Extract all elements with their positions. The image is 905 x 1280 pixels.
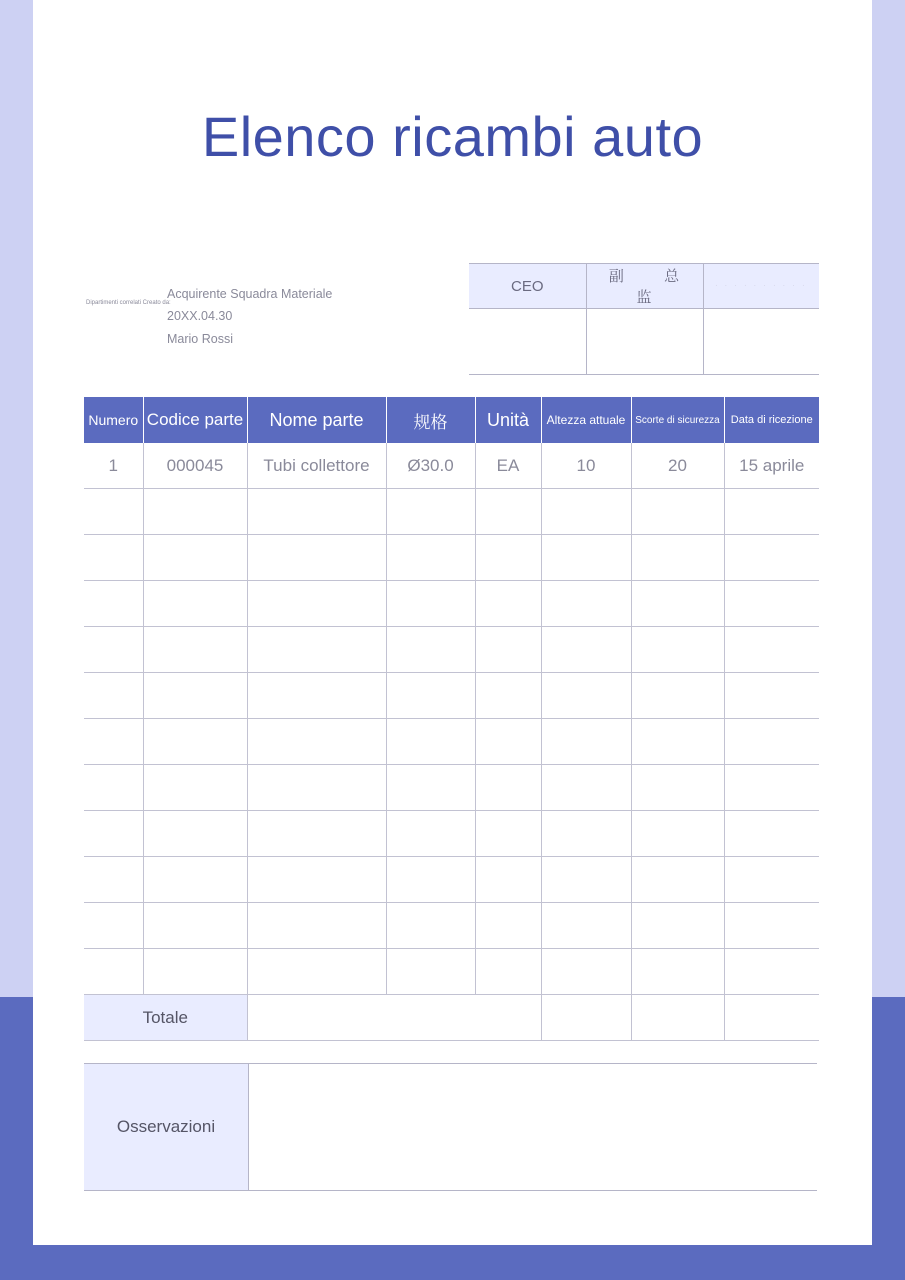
table-cell[interactable] [541,627,631,673]
table-cell[interactable] [143,811,247,857]
table-cell[interactable] [143,903,247,949]
col-spec: 规格 [386,397,475,443]
table-cell[interactable] [541,765,631,811]
table-cell[interactable] [541,673,631,719]
table-cell[interactable] [247,627,386,673]
table-cell[interactable]: 15 aprile [724,443,819,489]
table-cell[interactable] [541,489,631,535]
table-cell[interactable] [724,673,819,719]
table-row [84,765,819,811]
parts-table [84,397,819,1041]
approval-ceo: CEO [469,264,586,309]
approval-deputy-director: 副 总 监 [586,264,703,309]
table-cell[interactable] [247,949,386,995]
table-cell[interactable]: 20 [631,443,724,489]
table-row [84,857,819,903]
table-cell[interactable]: 1 [84,443,143,489]
table-cell[interactable] [84,949,143,995]
table-cell[interactable] [143,673,247,719]
table-row [84,949,819,995]
table-cell[interactable] [247,903,386,949]
table-cell[interactable] [143,627,247,673]
table-cell[interactable] [386,581,475,627]
table-cell[interactable] [541,581,631,627]
table-cell[interactable] [143,489,247,535]
table-cell[interactable] [631,489,724,535]
col-number: Numero [84,397,143,443]
table-cell[interactable] [143,719,247,765]
table-cell[interactable] [247,489,386,535]
table-cell[interactable] [247,811,386,857]
table-cell[interactable] [475,673,541,719]
table-cell[interactable] [84,857,143,903]
table-cell[interactable] [724,765,819,811]
col-safety-stock: Scorte di sicurezza [631,397,724,443]
total-cell-1[interactable] [247,995,541,1041]
table-cell[interactable] [475,765,541,811]
table-cell[interactable] [631,949,724,995]
col-receipt-date: Data di ricezione [724,397,819,443]
table-cell[interactable]: 000045 [143,443,247,489]
table-row [84,535,819,581]
table-row [84,489,819,535]
table-cell[interactable] [631,719,724,765]
table-cell[interactable] [143,535,247,581]
table-cell[interactable] [631,857,724,903]
table-cell[interactable] [143,765,247,811]
table-cell[interactable] [631,627,724,673]
table-cell[interactable] [84,627,143,673]
table-cell[interactable] [84,903,143,949]
approval-third-sign[interactable] [703,309,819,375]
table-cell[interactable] [475,811,541,857]
table-cell[interactable] [247,673,386,719]
col-unit: Unità [475,397,541,443]
table-cell[interactable] [386,719,475,765]
meta-label: Dipartimenti correlati Creato da: [86,300,171,306]
table-cell[interactable] [631,673,724,719]
table-cell[interactable] [631,811,724,857]
table-cell[interactable] [541,811,631,857]
total-label: Totale [84,995,247,1041]
table-cell[interactable] [631,581,724,627]
table-cell[interactable] [724,489,819,535]
table-cell[interactable] [386,627,475,673]
remarks-table [84,1063,817,1191]
remarks-field[interactable] [249,1064,818,1191]
table-cell[interactable] [84,535,143,581]
col-part-code: Codice parte [143,397,247,443]
table-cell[interactable] [541,857,631,903]
table-row [84,719,819,765]
table-cell[interactable] [84,673,143,719]
table-cell[interactable] [724,581,819,627]
table-row [84,903,819,949]
table-cell[interactable]: 10 [541,443,631,489]
table-cell[interactable] [724,627,819,673]
table-row [84,581,819,627]
table-cell[interactable] [724,535,819,581]
table-cell[interactable] [475,857,541,903]
table-cell[interactable] [724,903,819,949]
table-cell[interactable] [724,719,819,765]
table-cell[interactable] [724,857,819,903]
table-cell[interactable] [386,673,475,719]
table-cell[interactable] [475,581,541,627]
col-current-height: Altezza attuale [541,397,631,443]
table-cell[interactable] [84,489,143,535]
table-cell[interactable] [84,811,143,857]
table-cell[interactable] [475,949,541,995]
table-cell[interactable]: Ø30.0 [386,443,475,489]
table-cell[interactable] [84,719,143,765]
table-cell[interactable] [143,581,247,627]
total-cell-4[interactable] [724,995,819,1041]
table-cell[interactable] [84,581,143,627]
table-cell[interactable] [247,857,386,903]
table-cell[interactable] [247,581,386,627]
table-cell[interactable] [475,535,541,581]
col-part-name: Nome parte [247,397,386,443]
total-cell-3[interactable] [631,995,724,1041]
table-cell[interactable] [631,903,724,949]
table-cell[interactable] [386,765,475,811]
table-cell[interactable] [386,903,475,949]
remarks-label: Osservazioni [84,1064,249,1191]
table-cell[interactable] [541,903,631,949]
table-cell[interactable] [724,811,819,857]
table-cell[interactable] [386,489,475,535]
table-cell[interactable] [143,857,247,903]
table-cell[interactable] [386,857,475,903]
table-cell[interactable] [247,765,386,811]
approval-table [469,263,819,375]
table-cell[interactable] [475,719,541,765]
table-row [84,443,819,489]
meta-date: 20XX.04.30 [167,309,233,323]
approval-third: · · · · · · · · · · [703,264,819,309]
table-cell[interactable]: EA [475,443,541,489]
approval-deputy-sign[interactable] [586,309,703,375]
table-cell[interactable] [386,811,475,857]
table-cell[interactable] [143,949,247,995]
document-title: Elenco ricambi auto [201,105,704,168]
table-cell[interactable] [541,719,631,765]
table-cell[interactable] [475,903,541,949]
table-cell[interactable] [724,949,819,995]
table-cell[interactable] [541,535,631,581]
table-cell[interactable] [631,765,724,811]
table-cell[interactable] [247,719,386,765]
table-cell[interactable] [386,949,475,995]
table-cell[interactable] [84,765,143,811]
table-cell[interactable] [386,535,475,581]
table-row [84,673,819,719]
meta-department: Acquirente Squadra Materiale [167,287,333,301]
table-cell[interactable] [247,535,386,581]
table-cell[interactable] [541,949,631,995]
table-row [84,811,819,857]
meta-author: Mario Rossi [167,332,233,346]
table-cell[interactable] [475,627,541,673]
table-cell[interactable] [475,489,541,535]
table-cell[interactable] [631,535,724,581]
approval-ceo-sign[interactable] [469,309,586,375]
table-row [84,627,819,673]
total-cell-2[interactable] [541,995,631,1041]
table-cell[interactable]: Tubi collettore [247,443,386,489]
